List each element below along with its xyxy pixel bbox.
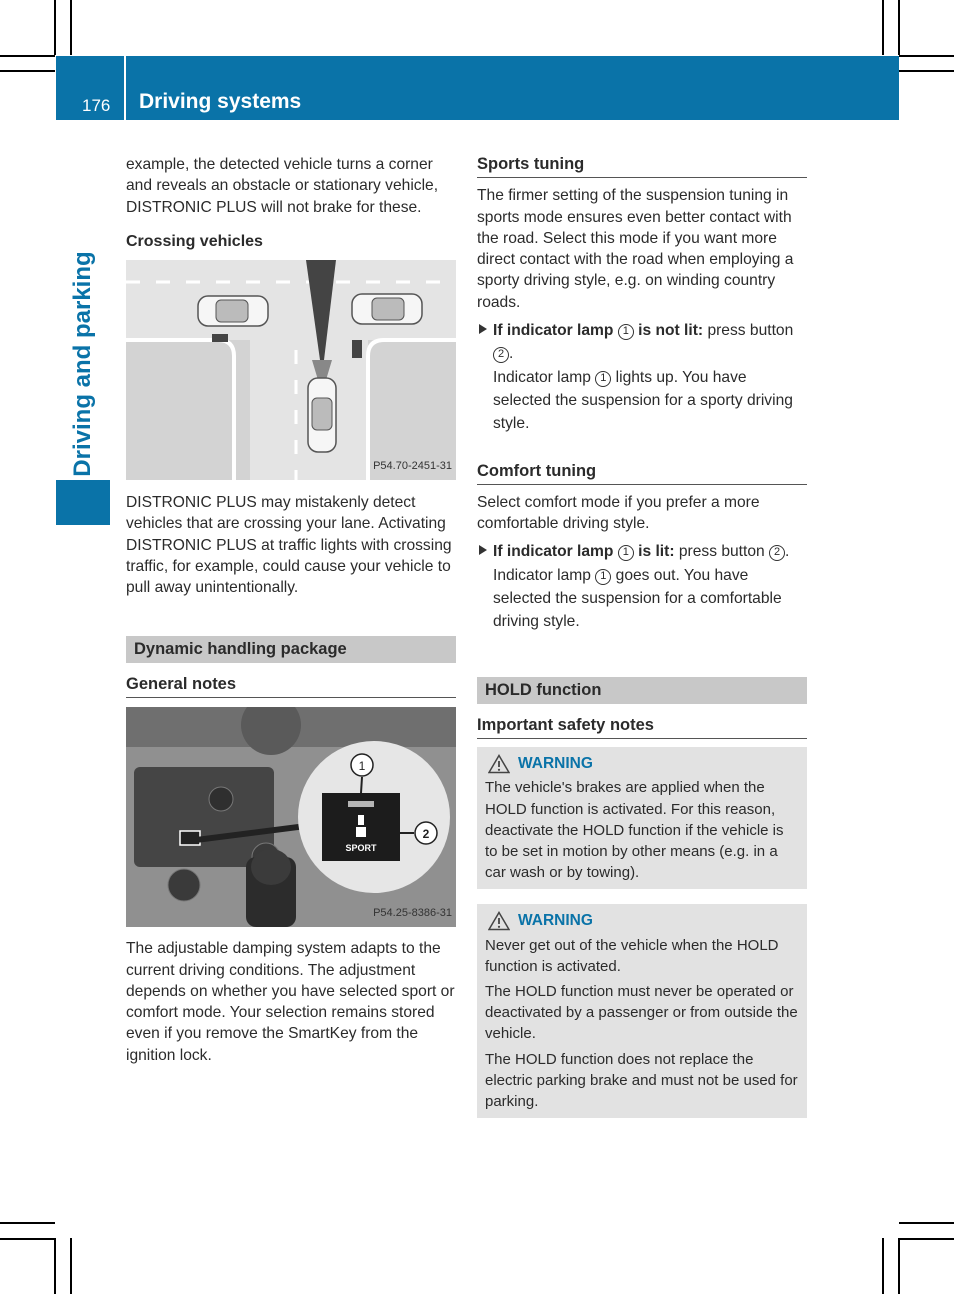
crop-mark [0,1222,55,1224]
comfort-step [477,540,807,633]
page-number: 176 [82,96,111,115]
dynamic-handling-section-title: Dynamic handling package [126,636,456,663]
comfort-tuning-paragraph: Select comfort mode if you prefer a more comfortable driving style. [477,493,760,533]
dashboard-figure [126,707,456,927]
warning-text: The HOLD function does not replace the electric parking brake and must not be used for parking. [485,1050,798,1111]
crop-mark [882,0,884,55]
dashboard-illustration [126,707,456,927]
crop-mark [899,1222,954,1224]
crop-mark [899,55,954,57]
step-condition-state: is lit: [638,543,675,561]
header-title: Driving systems [139,90,302,113]
comfort-tuning-heading: Comfort tuning [477,461,807,485]
side-tab-marker [56,480,110,525]
sports-step [477,319,807,435]
car-icon [198,296,268,326]
car-icon [352,294,422,324]
callout-1: 1 [358,759,366,774]
callout-2-icon: 2 [769,545,785,561]
callout-2-icon: 2 [493,347,509,363]
right-column [477,154,807,1118]
step-action: press button [707,322,794,340]
callout-1-icon: 1 [618,545,634,561]
warning-box-1 [477,747,807,889]
step-condition: If indicator lamp [493,322,614,340]
crop-mark [898,0,900,55]
step-action: press button [678,543,765,561]
sports-tuning-paragraph: The firmer setting of the suspension tuning in sports mode ensures even better contact with the road. Select this mode if you want more direct contact with the road when employing a sporty driving style, e.g. on winding country roads. [477,187,794,311]
crop-mark [54,1238,56,1294]
crop-mark [882,1238,884,1294]
callout-2: 2 [422,827,430,842]
crop-mark [70,1238,72,1294]
intersection-illustration [126,260,456,480]
step-action-end: . [509,345,514,363]
callout-1-icon: 1 [595,371,611,387]
step-arrow-icon [479,324,487,334]
left-column [126,154,456,1066]
step-arrow-icon [479,545,487,555]
step-action-end: . [785,543,790,561]
important-safety-notes-heading: Important safety notes [477,715,807,739]
sports-tuning-heading: Sports tuning [477,154,807,178]
step-result-detail: lights up. You have selected the suspension for a sporty driving style. [493,368,793,433]
warning-text: Never get out of the vehicle when the HOLD function is activated. [485,936,779,975]
intro-paragraph: example, the detected vehicle turns a corner and reveals an obstacle or stationary vehicle, DISTRONIC PLUS will not brake for these. [126,156,439,216]
warning-text: The vehicle's brakes are applied when the HOLD function is activated. For this reason, deactivate the HOLD function if the vehicle is to be set in motion by other means (e.g. in a car wash or by towing). [485,779,784,882]
step-result: Indicator lamp [493,368,591,386]
warning-title: WARNING [518,755,593,773]
crop-mark [0,1238,55,1240]
step-condition-state: is not lit: [638,322,704,340]
crossing-vehicles-figure [126,260,456,480]
crop-mark [54,0,56,55]
warning-box-2 [477,904,807,1118]
callout-1-icon: 1 [595,569,611,585]
figure-code: P54.70-2451-31 [373,459,452,472]
side-tab-label: Driving and parking [69,251,96,477]
sport-button-label: SPORT [345,843,377,854]
step-result-detail: goes out. You have selected the suspension for a comfortable driving style. [493,566,782,631]
warning-header [485,910,799,931]
step-result: Indicator lamp [493,566,591,584]
general-notes-heading: General notes [126,674,456,698]
crop-mark [0,55,55,57]
hold-function-section-title: HOLD function [477,677,807,704]
crop-mark [70,0,72,55]
warning-triangle-icon [488,911,510,931]
warning-triangle-icon [488,754,510,774]
crop-mark [898,1238,900,1294]
crop-mark [899,1238,954,1240]
header-divider [124,56,126,120]
figure-code: P54.25-8386-31 [373,906,452,919]
crop-mark [0,70,55,72]
warning-title: WARNING [518,912,593,930]
warning-header [485,753,799,774]
crop-mark [899,70,954,72]
crossing-paragraph: DISTRONIC PLUS may mistakenly detect vehicles that are crossing your lane. Activating DISTRONIC PLUS at traffic lights with crossing traffic, for example, could cause your vehicle to pull away unintentionally. [126,494,452,597]
warning-text: The HOLD function must never be operated or deactivated by a passenger or from outside the vehicle. [485,983,798,1043]
callout-1-icon: 1 [618,324,634,340]
crossing-vehicles-heading: Crossing vehicles [126,232,263,250]
damping-paragraph: The adjustable damping system adapts to the current driving conditions. The adjustment depends on whether you have selected sport or comfort mode. Your selection remains stored even if you remove the SmartKey from the ignition lock. [126,940,455,1064]
step-condition: If indicator lamp [493,543,614,561]
car-icon [308,378,336,452]
